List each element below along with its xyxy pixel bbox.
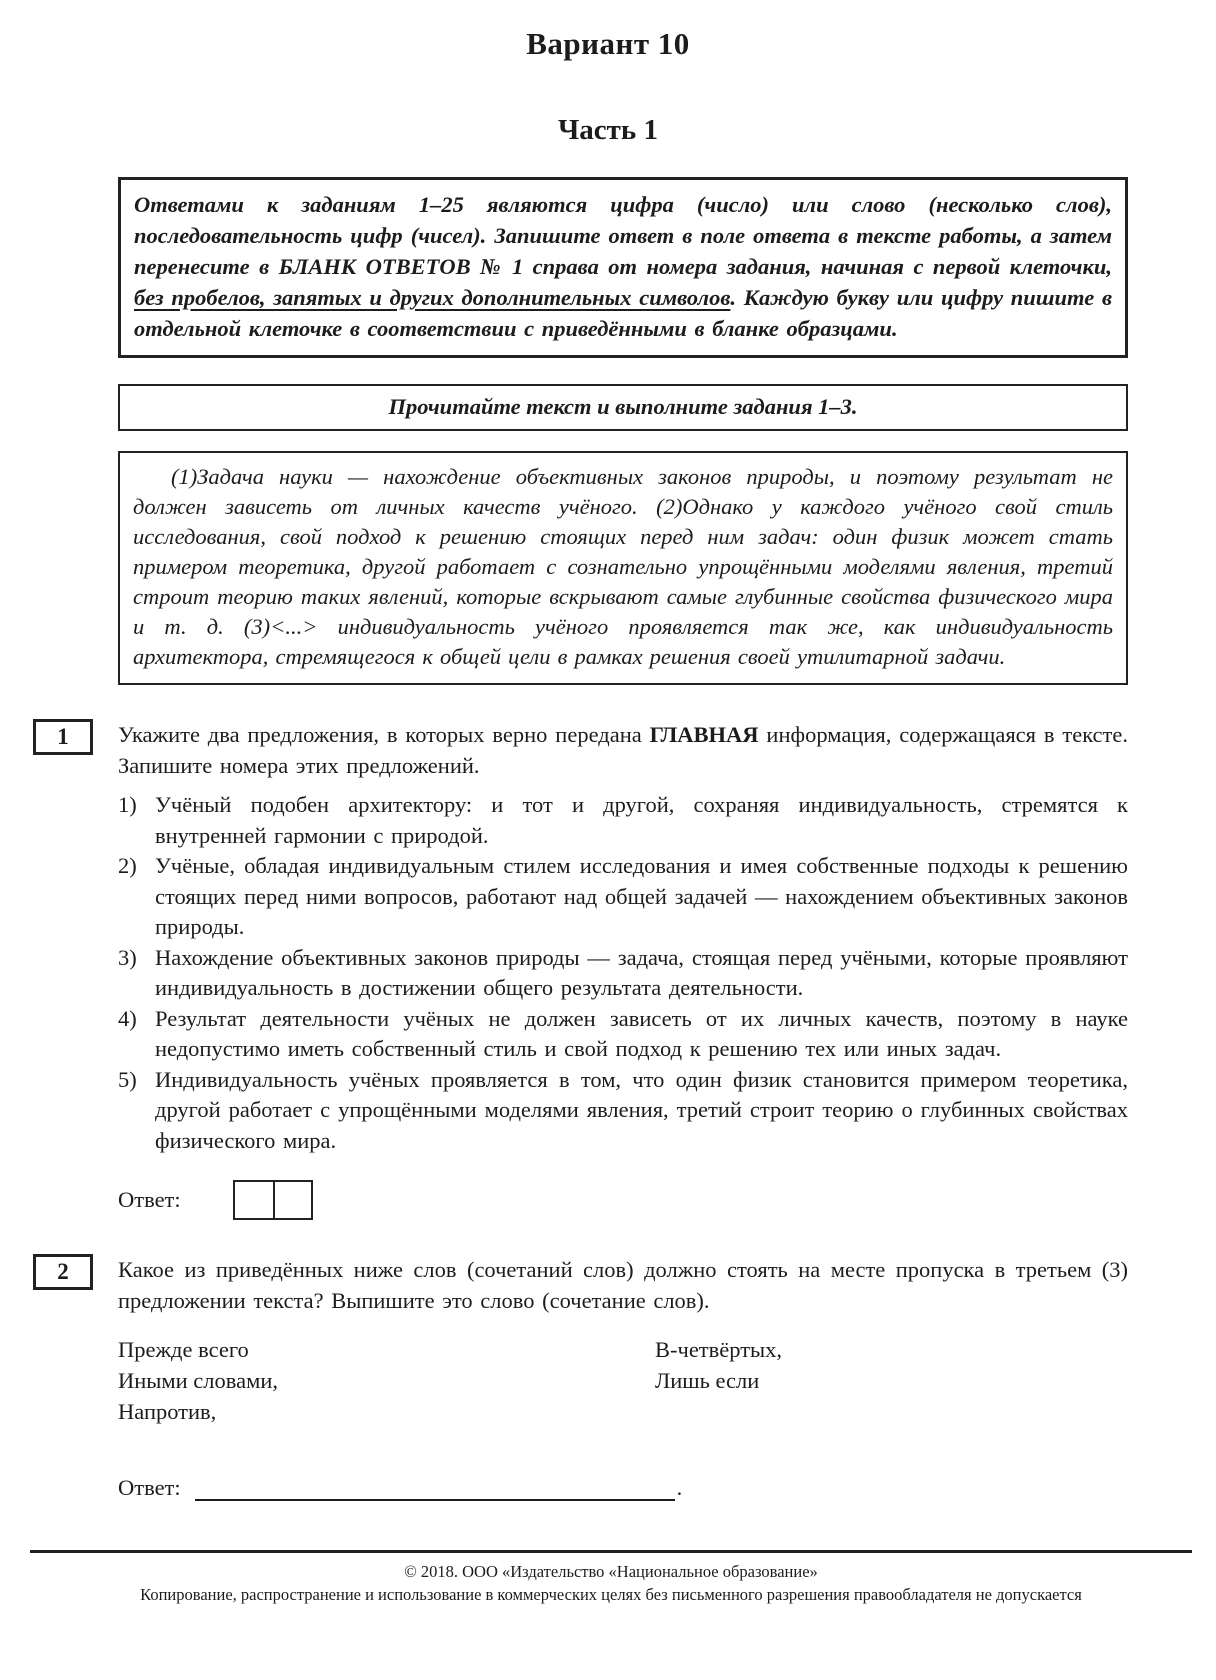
instructions-segment-after: . Каждую букву или цифру пишите в отдельной клеточке в соответствии с приведёнными в бланке образцами. <box>134 285 1112 341</box>
question-1-text-before: Укажите два предложения, в которых верно передана <box>118 722 650 747</box>
question-2 <box>57 1254 1128 1501</box>
question-2-option: Иными словами, <box>118 1368 278 1393</box>
question-2-answer-suffix: . <box>676 1475 683 1500</box>
question-1-option-4 <box>118 1004 1128 1065</box>
question-2-options <box>118 1334 1128 1427</box>
answer-instructions-box <box>118 177 1128 358</box>
question-1-option-2 <box>118 851 1128 943</box>
page-footer <box>30 1550 1192 1607</box>
instructions-segment-underlined: без пробелов, запятых и других дополнительных символов <box>134 285 731 310</box>
question-1-answer-cells[interactable] <box>233 1180 313 1220</box>
passage-box <box>118 451 1128 685</box>
question-2-answer-row <box>118 1471 1128 1501</box>
question-2-answer-line[interactable] <box>195 1475 675 1501</box>
question-2-answer-label: Ответ: <box>118 1475 181 1500</box>
question-2-text: Какое из приведённых ниже слов (сочетаний слов) должно стоять на месте пропуска в третьем (3) предложении текста? Выпишите это слово (сочетание слов). <box>118 1257 1128 1313</box>
option-number: 2) <box>118 853 137 878</box>
option-number: 4) <box>118 1005 137 1031</box>
instructions-segment-before: Ответами к заданиям 1–25 являются цифра (число) или слово (несколько слов), последовательность цифр (чисел). Запишите ответ в поле ответа в тексте работы, а затем перенесите в БЛАНК ОТВЕТОВ № 1 справа от номера задания, начиная с первой клеточки, <box>134 192 1112 279</box>
variant-title: Вариант 10 <box>526 26 690 61</box>
answer-cell-1[interactable] <box>235 1182 273 1218</box>
footer-divider <box>30 1550 1192 1553</box>
question-1-answer-label: Ответ: <box>118 1187 181 1212</box>
option-text: Учёные, обладая индивидуальным стилем исследования и имея собственные подходы к решению стоящих перед ними вопросов, работают над общей задачей — нахождением объективных законов природы. <box>155 853 1128 939</box>
question-1-number: 1 <box>57 724 69 749</box>
option-text: Учёный подобен архитектору: и тот и другой, сохраняя индивидуальность, стремятся к внутренней гармонии с природой. <box>155 792 1128 848</box>
option-text: Нахождение объективных законов природы — задача, стоящая перед учёными, которые проявляют индивидуальность в достижении общего результата деятельности. <box>155 944 1128 1000</box>
answer-instructions-text <box>134 189 1112 344</box>
exam-page <box>0 26 1216 1680</box>
answer-cell-2[interactable] <box>273 1182 311 1218</box>
question-2-options-left <box>118 1334 655 1427</box>
option-text: Индивидуальность учёных проявляется в том, что один физик становится примером теоретика, другой работает с упрощёнными моделями явления, третий строит теорию о глубинных свойствах физического мира. <box>155 1066 1128 1153</box>
question-2-number-box <box>33 1254 93 1290</box>
question-2-option: Прежде всего <box>118 1337 249 1362</box>
question-1-text-after: информация, содержащаяся в тексте. Запишите номера этих предложений. <box>118 722 1128 778</box>
passage-text: (1)Задача науки — нахождение объективных законов природы, и поэтому результат не должен зависеть от личных качеств учёного. (2)Однако у каждого учёного свой стиль исследования, свой подход к решению стоящих перед ним задач: один физик может стать примером теоретика, другой работает с сознательно упрощёнными моделями явления, третий строит теорию таких явлений, которые вскрывают самые глубинные свойства физического мира и т. д. (3)<...> индивидуальность учёного проявляется так же, как индивидуальность архитектора, стремящегося к общей цели в рамках решения своей утилитарной задачи. <box>133 464 1113 669</box>
footer-copyright-line: © 2018. ООО «Издательство «Национальное образование» <box>404 1562 818 1581</box>
question-1-text-emphasis: ГЛАВНАЯ <box>649 722 759 747</box>
question-2-option: В-четвёртых, <box>655 1337 783 1362</box>
question-2-options-right <box>655 1334 1128 1427</box>
question-2-number: 2 <box>57 1259 69 1284</box>
question-1 <box>57 719 1128 1220</box>
option-number: 3) <box>118 944 137 970</box>
part-title: Часть 1 <box>558 114 658 146</box>
question-1-option-1 <box>118 790 1128 851</box>
question-2-option: Напротив, <box>118 1399 217 1424</box>
question-1-text <box>118 719 1128 781</box>
footer-legal-line: Копирование, распространение и использование в коммерческих целях без письменного разрешения правообладателя не допускается <box>140 1585 1082 1604</box>
option-text: Результат деятельности учёных не должен зависеть от их личных качеств, поэтому в науке недопустимо иметь собственный стиль и свой подход к решению тех или иных задач. <box>155 1005 1128 1061</box>
question-1-options <box>118 790 1128 1156</box>
question-1-answer-row <box>118 1180 1128 1220</box>
read-text-directive-box <box>118 384 1128 431</box>
option-number: 1) <box>118 792 137 817</box>
question-1-option-3 <box>118 943 1128 1004</box>
option-number: 5) <box>118 1066 137 1092</box>
question-1-number-box <box>33 719 93 755</box>
question-1-option-5 <box>118 1065 1128 1157</box>
read-text-directive: Прочитайте текст и выполните задания 1–3. <box>388 394 858 419</box>
question-2-option: Лишь если <box>655 1368 760 1393</box>
